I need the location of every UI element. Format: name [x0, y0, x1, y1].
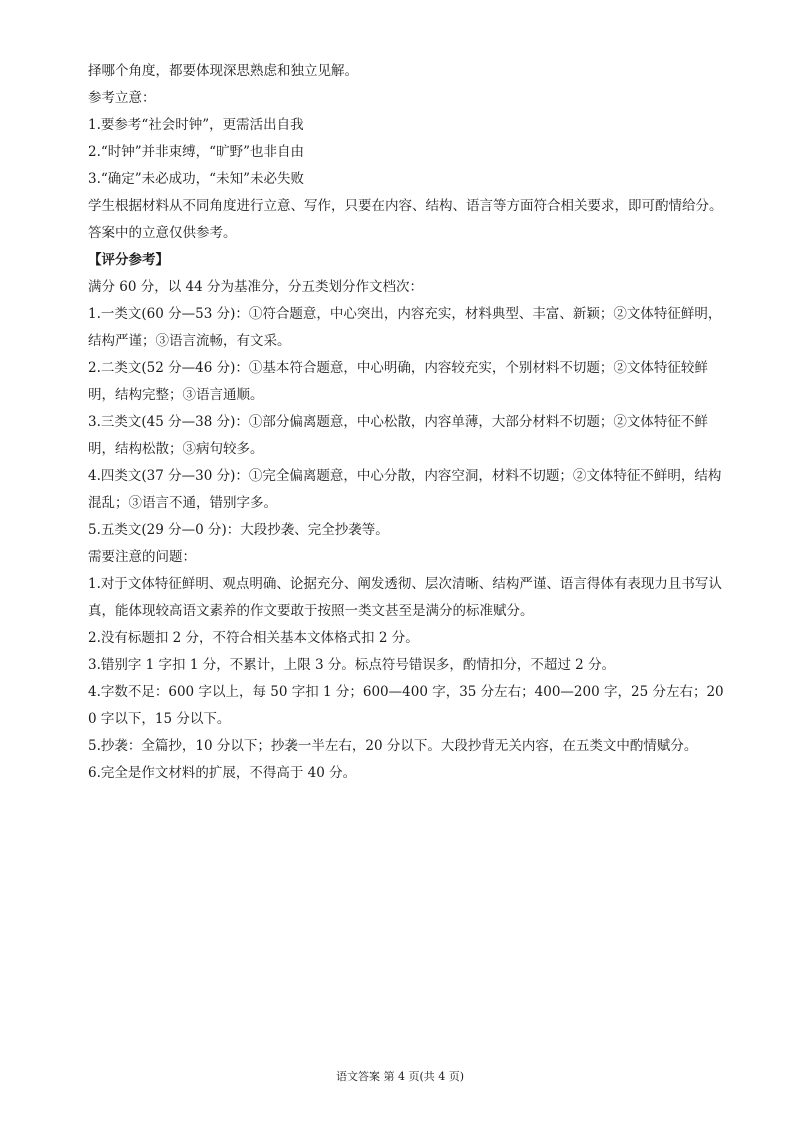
- grade-item: 3.三类文(45 分—38 分)：①部分偏离题意，中心松散，内容单薄，大部分材料不切题；②文体特征不鲜明，结构松散；③病句较多。: [88, 414, 708, 457]
- note-item: 4.字数不足：600 字以上，每 50 字扣 1 分；600—400 字，35 分左右；400—200 字，25 分左右；200 字以下，15 分以下。: [88, 684, 724, 727]
- answer-page-body: [88, 58, 728, 787]
- note-item: 2.没有标题扣 2 分，不符合相关基本文体格式扣 2 分。: [88, 630, 419, 646]
- reference-item: 3.“确定”未必成功，“未知”未必失败: [88, 171, 304, 187]
- reference-item: 2.“时钟”并非束缚，“旷野”也非自由: [88, 144, 304, 160]
- intro-line: 择哪个角度，都要体现深思熟虑和独立见解。: [88, 63, 358, 79]
- grade-item: 1.一类文(60 分—53 分)：①符合题意，中心突出，内容充实，材料典型、丰富、新颖；②文体特征鲜明，结构严谨；③语言流畅，有文采。: [88, 306, 722, 349]
- notes-title: 需要注意的问题：: [88, 549, 196, 565]
- grade-item: 5.五类文(29 分—0 分)：大段抄袭、完全抄袭等。: [88, 522, 389, 538]
- note-item: 6.完全是作文材料的扩展，不得高于 40 分。: [88, 765, 357, 781]
- note-item: 3.错别字 1 字扣 1 分，不累计，上限 3 分。标点符号错误多，酌情扣分，不超过 2 分。: [88, 657, 616, 673]
- note-item: 1.对于文体特征鲜明、观点明确、论据充分、阐发透彻、层次清晰、结构严谨、语言得体有表现力且书写认真，能体现较高语文素养的作文要敢于按照一类文甚至是满分的标准赋分。: [88, 576, 722, 619]
- scoring-heading: 【评分参考】: [88, 252, 169, 268]
- reference-note: 学生根据材料从不同角度进行立意、写作，只要在内容、结构、语言等方面符合相关要求，即可酌情给分。答案中的立意仅供参考。: [88, 198, 723, 241]
- note-item: 5.抄袭：全篇抄，10 分以下；抄袭一半左右，20 分以下。大段抄背无关内容，在五类文中酌情赋分。: [88, 738, 698, 754]
- reference-title: 参考立意：: [88, 90, 156, 106]
- page-footer: 语文答案 第 4 页(共 4 页): [335, 1070, 465, 1083]
- grade-item: 2.二类文(52 分—46 分)：①基本符合题意，中心明确，内容较充实，个别材料不切题；②文体特征较鲜明，结构完整；③语言通顺。: [88, 360, 708, 403]
- reference-item: 1.要参考“社会时钟”，更需活出自我: [88, 117, 304, 133]
- scoring-intro: 满分 60 分，以 44 分为基准分，分五类划分作文档次：: [88, 279, 424, 295]
- grade-item: 4.四类文(37 分—30 分)：①完全偏离题意，中心分散，内容空洞，材料不切题；②文体特征不鲜明，结构混乱；③语言不通，错别字多。: [88, 468, 722, 511]
